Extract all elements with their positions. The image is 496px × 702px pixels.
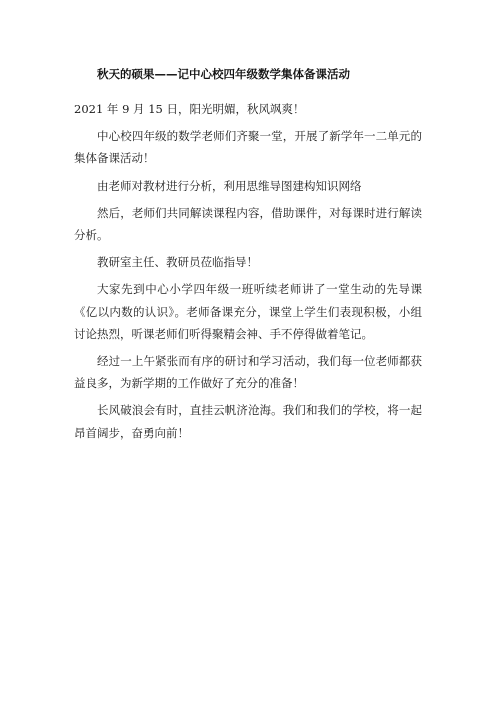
paragraph-closing: 长风破浪会有时，直挂云帆济沧海。我们和我们的学校，将一起昂首阔步，奋勇向前！ xyxy=(74,403,422,440)
paragraph-guidance: 教研室主任、教研员莅临指导！ xyxy=(97,255,258,270)
paragraph-summary: 经过一上午紧张而有序的研讨和学习活动，我们每一位老师都获益良多，为新学期的工作做好了充分的准备！ xyxy=(74,354,422,391)
paragraph-lesson: 大家先到中心小学四年级一班听续老师讲了一堂生动的先导课《亿以内数的认识》。老师备课充分，课堂上学生们表现积极，小组讨论热烈，听课老师们听得聚精会神、手不停得做着笔记。 xyxy=(74,282,422,341)
document-title: 秋天的硕果——记中心校四年级数学集体备课活动 xyxy=(97,67,350,81)
paragraph-date: 2021 年 9 月 15 日，阳光明媚，秋风飒爽！ xyxy=(74,102,305,116)
paragraph-interpretation: 然后，老师们共同解读课程内容，借助课件，对每课时进行解读分析。 xyxy=(74,205,422,243)
paragraph-analysis: 由老师对教材进行分析，利用思维导图建构知识网络 xyxy=(97,178,362,193)
paragraph-gathering: 中心校四年级的数学老师们齐聚一堂，开展了新学年一二单元的集体备课活动！ xyxy=(74,129,422,166)
document-body xyxy=(74,64,422,449)
